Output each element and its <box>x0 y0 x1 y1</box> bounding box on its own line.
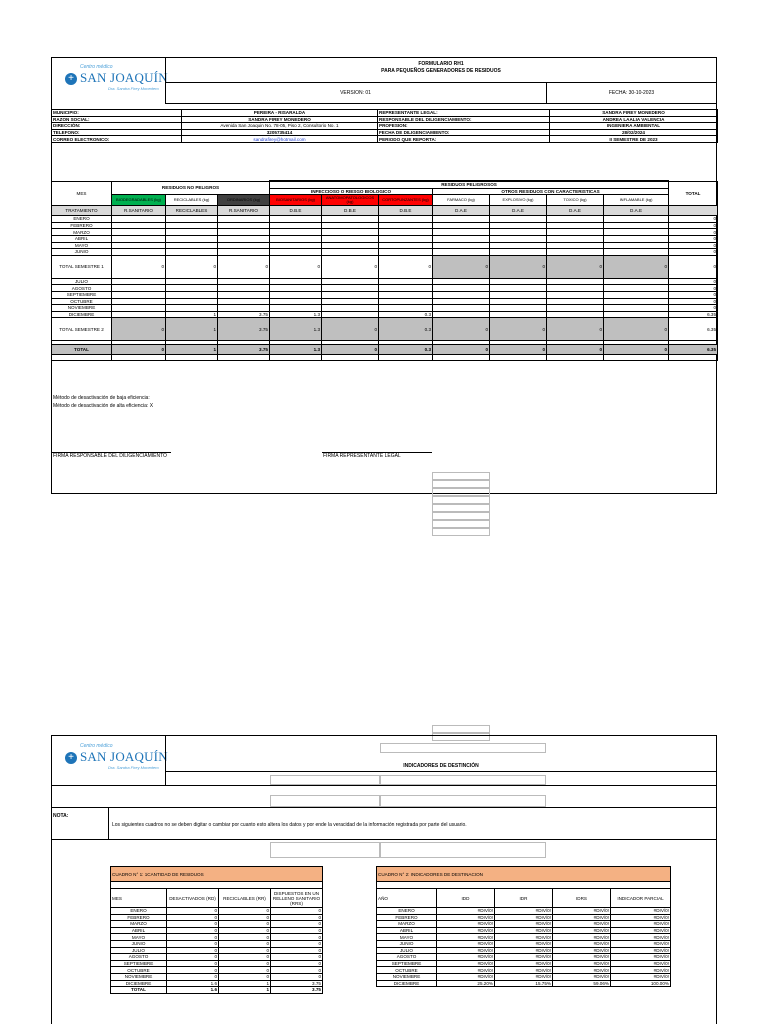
table-row: DICIEMBRE 1.6 1 3.75 <box>111 980 323 987</box>
medical-cross-icon: + <box>65 73 77 85</box>
info-table: MUNICIPIO: PEREIRA - RISARALDA REPRESENTANTE LEGAL: SANDRA FIREY MONEDERO RAZON SOCIAL: SANDRA FIREY MONEDERO RESPONSABLE DEL DILIGENCIAMIENTO: ANDREA LAALIA VALENCIA DIRECCIÓN: Avenida San Joaquin No. 78-05, Piso 2, Consultorio No. 1 PROFESION: INGENIERA AMBIENTAL TELEFONO: 3205735414 FECHA DE DILIGENCIAMIENTO: 28/02/2024 CORREO ELECTRONICO: sandrafirey@hotmail.com PERIODO QUE REPORTA: II SEMESTRE DE 2023 <box>51 109 718 143</box>
col-header: INFLAMABLE (kg) <box>604 195 669 206</box>
col-header: ORDINARIOS (kg) <box>218 195 270 206</box>
cuadro-col-header: IDD <box>437 889 495 908</box>
table-row: JUNIO 0 <box>52 249 718 256</box>
cuadro-col-header: AÑO <box>377 889 437 908</box>
table-row: OCTUBRE #DIV/0! #DIV/0! #DIV/0! #DIV/0! <box>377 967 671 974</box>
col-header: BIODEGRADABLES (kg) <box>112 195 166 206</box>
date-label: FECHA: 30-10-2023 <box>608 90 655 96</box>
table-row: MARZO 0 0 0 <box>111 921 323 928</box>
medical-cross-icon: + <box>65 752 77 764</box>
cuadro-title: CUADRO N° 1: 1CANTIDAD DE RESIDUOS <box>111 867 323 882</box>
table-row: JUNIO #DIV/0! #DIV/0! #DIV/0! #DIV/0! <box>377 940 671 947</box>
table-row: SEPTIEMBRE 0 0 0 <box>111 960 323 967</box>
grand-total-row: TOTAL 0 1 3.75 1.3 0 0.3 0 0 0 0 6.35 <box>52 345 718 355</box>
table-row: AGOSTO 0 <box>52 285 718 292</box>
table-row: AGOSTO #DIV/0! #DIV/0! #DIV/0! #DIV/0! <box>377 954 671 961</box>
table-row: ABRIL 0 0 0 <box>111 927 323 934</box>
col-header: CORTOPUNZANTES (kg) <box>379 195 433 206</box>
logo: Centro médico SAN JOAQUÍN Dra. Sandra Firey Monedero <box>80 64 168 91</box>
tratamiento-cell: D.A.E <box>433 206 490 216</box>
cuadro-col-header: INDICADOR PARCIAL <box>611 889 671 908</box>
col-header: EXPLOSIVO (kg) <box>490 195 547 206</box>
cuadro-col-header: RECICLABLES (RR) <box>219 889 271 908</box>
tratamiento-cell: D.B.E <box>379 206 433 216</box>
table-row: JUNIO 0 0 0 <box>111 940 323 947</box>
tratamiento-cell: RECICLABLES <box>166 206 218 216</box>
col-header: FARMACO (kg) <box>433 195 490 206</box>
tratamiento-cell: R.SANITARIO <box>218 206 270 216</box>
col-header: BIOSANITARIOS (kg) <box>270 195 322 206</box>
cuadro-col-header: DISPUESTOS EN UN RELLENO SANITARIO (RRS) <box>271 889 323 908</box>
form-subtitle: PARA PEQUEÑOS GENERADORES DE RESIDUOS <box>381 68 501 74</box>
tratamiento-cell: D.B.E <box>322 206 379 216</box>
table-row: FEBRERO 0 <box>52 222 718 229</box>
table-row: ENERO 0 0 0 <box>111 908 323 915</box>
total-row: TOTAL SEMESTRE 2 0 1 3.75 1.3 0 0.3 0 0 0 0 6.35 <box>52 318 718 341</box>
table-row: ABRIL #DIV/0! #DIV/0! #DIV/0! #DIV/0! <box>377 927 671 934</box>
table-row: TOTAL 1.6 1 3.75 <box>111 987 323 994</box>
table-row: MAYO 0 <box>52 242 718 249</box>
table-row: DICIEMBRE 1 3.75 1.3 0.3 6.35 <box>52 311 718 318</box>
table-row: FEBRERO 0 0 0 <box>111 914 323 921</box>
logo-page2: Centro médico SAN JOAQUÍN Dra. Sandra Firey Monedero <box>80 743 168 770</box>
table-row: MAYO #DIV/0! #DIV/0! #DIV/0! #DIV/0! <box>377 934 671 941</box>
tratamiento-label: TRATAMIENTO <box>52 206 112 216</box>
col-header: ANATOMOPATOLOGICOS (kg) <box>322 195 379 206</box>
table-row: MARZO 0 <box>52 229 718 236</box>
nota-label: NOTA: <box>53 813 69 819</box>
table-row: NOVIEMBRE 0 0 0 <box>111 973 323 980</box>
residues-table: MES RESIDUOS NO PELIGROS RESIDUOS PELIGROSOS TOTAL INFECCIOSO O RIESGO BIOLOGICO OTROS RESIDUOS CON CARACTERISTICAS BIODEGRADABLES (kg) RECICLABLES (kg) ORDINARIOS (kg) BIOSANITARIOS (kg) ANATOMOPATOLOGICOS (kg) CORTOPUNZANTES (kg) FARMACO (kg) EXPLOSIVO (kg) TOXICO (kg) INFLAMABLE (kg) TRATAMIENTO R.SANITARIO RECICLABLES R.SANITARIO D.B.E D.B.E D.B.E D.A.E D.A.E D.A.E D.A.E ENERO 0 FEBRERO 0 MARZO 0 ABRIL 0 MAYO 0 JUNIO 0 TOTAL SEMESTRE 1 0 0 0 0 0 0 0 0 0 0 0 JULIO 0 AGOSTO 0 SEPTIEMBRE 0 OCTUBRE 0 NOVIEMBRE 0 DICIEMBRE 1 3.75 1.3 0.3 6.35 TOTAL SEMESTRE 2 0 1 3.75 1.3 0 0.3 0 0 0 0 6.35 TOTAL 0 1 3.75 1.3 0 0.3 0 0 0 0 6.35 <box>51 180 718 361</box>
table-row: JULIO 0 0 0 <box>111 947 323 954</box>
table-row: OCTUBRE 0 <box>52 298 718 305</box>
nota-text: Los siguientes cuadros no se deben digitar o cambiar por cuanto esto altera los datos y por ende la veracidad de la información registrada por parte del usuario. <box>112 822 467 828</box>
table-row: ABRIL 0 <box>52 235 718 242</box>
cuadro-col-header: DESACTIVADOS (RD) <box>167 889 219 908</box>
cuadro-col-header: MES <box>111 889 167 908</box>
table-row: NOVIEMBRE #DIV/0! #DIV/0! #DIV/0! #DIV/0! <box>377 973 671 980</box>
page2-title: INDICADORES DE DESTINCIÓN <box>403 763 479 769</box>
metodo-baja: Método de desactivación de baja eficiencia: <box>53 395 150 401</box>
tratamiento-cell: D.B.E <box>270 206 322 216</box>
tratamiento-cell: D.A.E <box>604 206 669 216</box>
cuadro1-table <box>110 866 323 994</box>
col-header: TOXICO (kg) <box>547 195 604 206</box>
email-link[interactable]: sandrafirey@hotmail.com <box>182 136 378 143</box>
cuadro2-table <box>376 866 671 987</box>
tratamiento-cell: D.A.E <box>490 206 547 216</box>
table-row: ENERO #DIV/0! #DIV/0! #DIV/0! #DIV/0! <box>377 908 671 915</box>
table-row: AGOSTO 0 0 0 <box>111 954 323 961</box>
table-row: JULIO #DIV/0! #DIV/0! #DIV/0! #DIV/0! <box>377 947 671 954</box>
table-row: JULIO 0 <box>52 278 718 285</box>
tratamiento-cell: D.A.E <box>547 206 604 216</box>
cuadro-col-header: IDRS <box>553 889 611 908</box>
total-row: TOTAL SEMESTRE 1 0 0 0 0 0 0 0 0 0 0 0 <box>52 255 718 278</box>
table-row: NOVIEMBRE 0 <box>52 305 718 312</box>
table-row: ENERO 0 <box>52 216 718 223</box>
tratamiento-cell: R.SANITARIO <box>112 206 166 216</box>
metodo-alta: Método de desactivación de alta eficiencia: X <box>53 403 154 409</box>
table-row: DICIEMBRE 25.20% 15.75% 59.06% 100.00% <box>377 980 671 987</box>
table-row: MARZO #DIV/0! #DIV/0! #DIV/0! #DIV/0! <box>377 921 671 928</box>
firma-responsable: FIRMA RESPONSABLE DEL DILIGENCIAMIENTO <box>53 453 167 459</box>
table-row: OCTUBRE 0 0 0 <box>111 967 323 974</box>
table-row: FEBRERO #DIV/0! #DIV/0! #DIV/0! #DIV/0! <box>377 914 671 921</box>
cuadro-title: CUADRO N° 2: INDICADORES DE DESTINACION <box>377 867 671 882</box>
firma-representante: FIRMA REPRESENTANTE LEGAL <box>323 453 401 459</box>
table-row: MAYO 0 0 0 <box>111 934 323 941</box>
form-title: FORMULARIO RH1 <box>418 61 464 67</box>
col-header: RECICLABLES (kg) <box>166 195 218 206</box>
cuadro-col-header: IDR <box>495 889 553 908</box>
table-row: SEPTIEMBRE #DIV/0! #DIV/0! #DIV/0! #DIV/0! <box>377 960 671 967</box>
table-row: SEPTIEMBRE 0 <box>52 291 718 298</box>
version-label: VERSION: 01 <box>340 90 371 96</box>
